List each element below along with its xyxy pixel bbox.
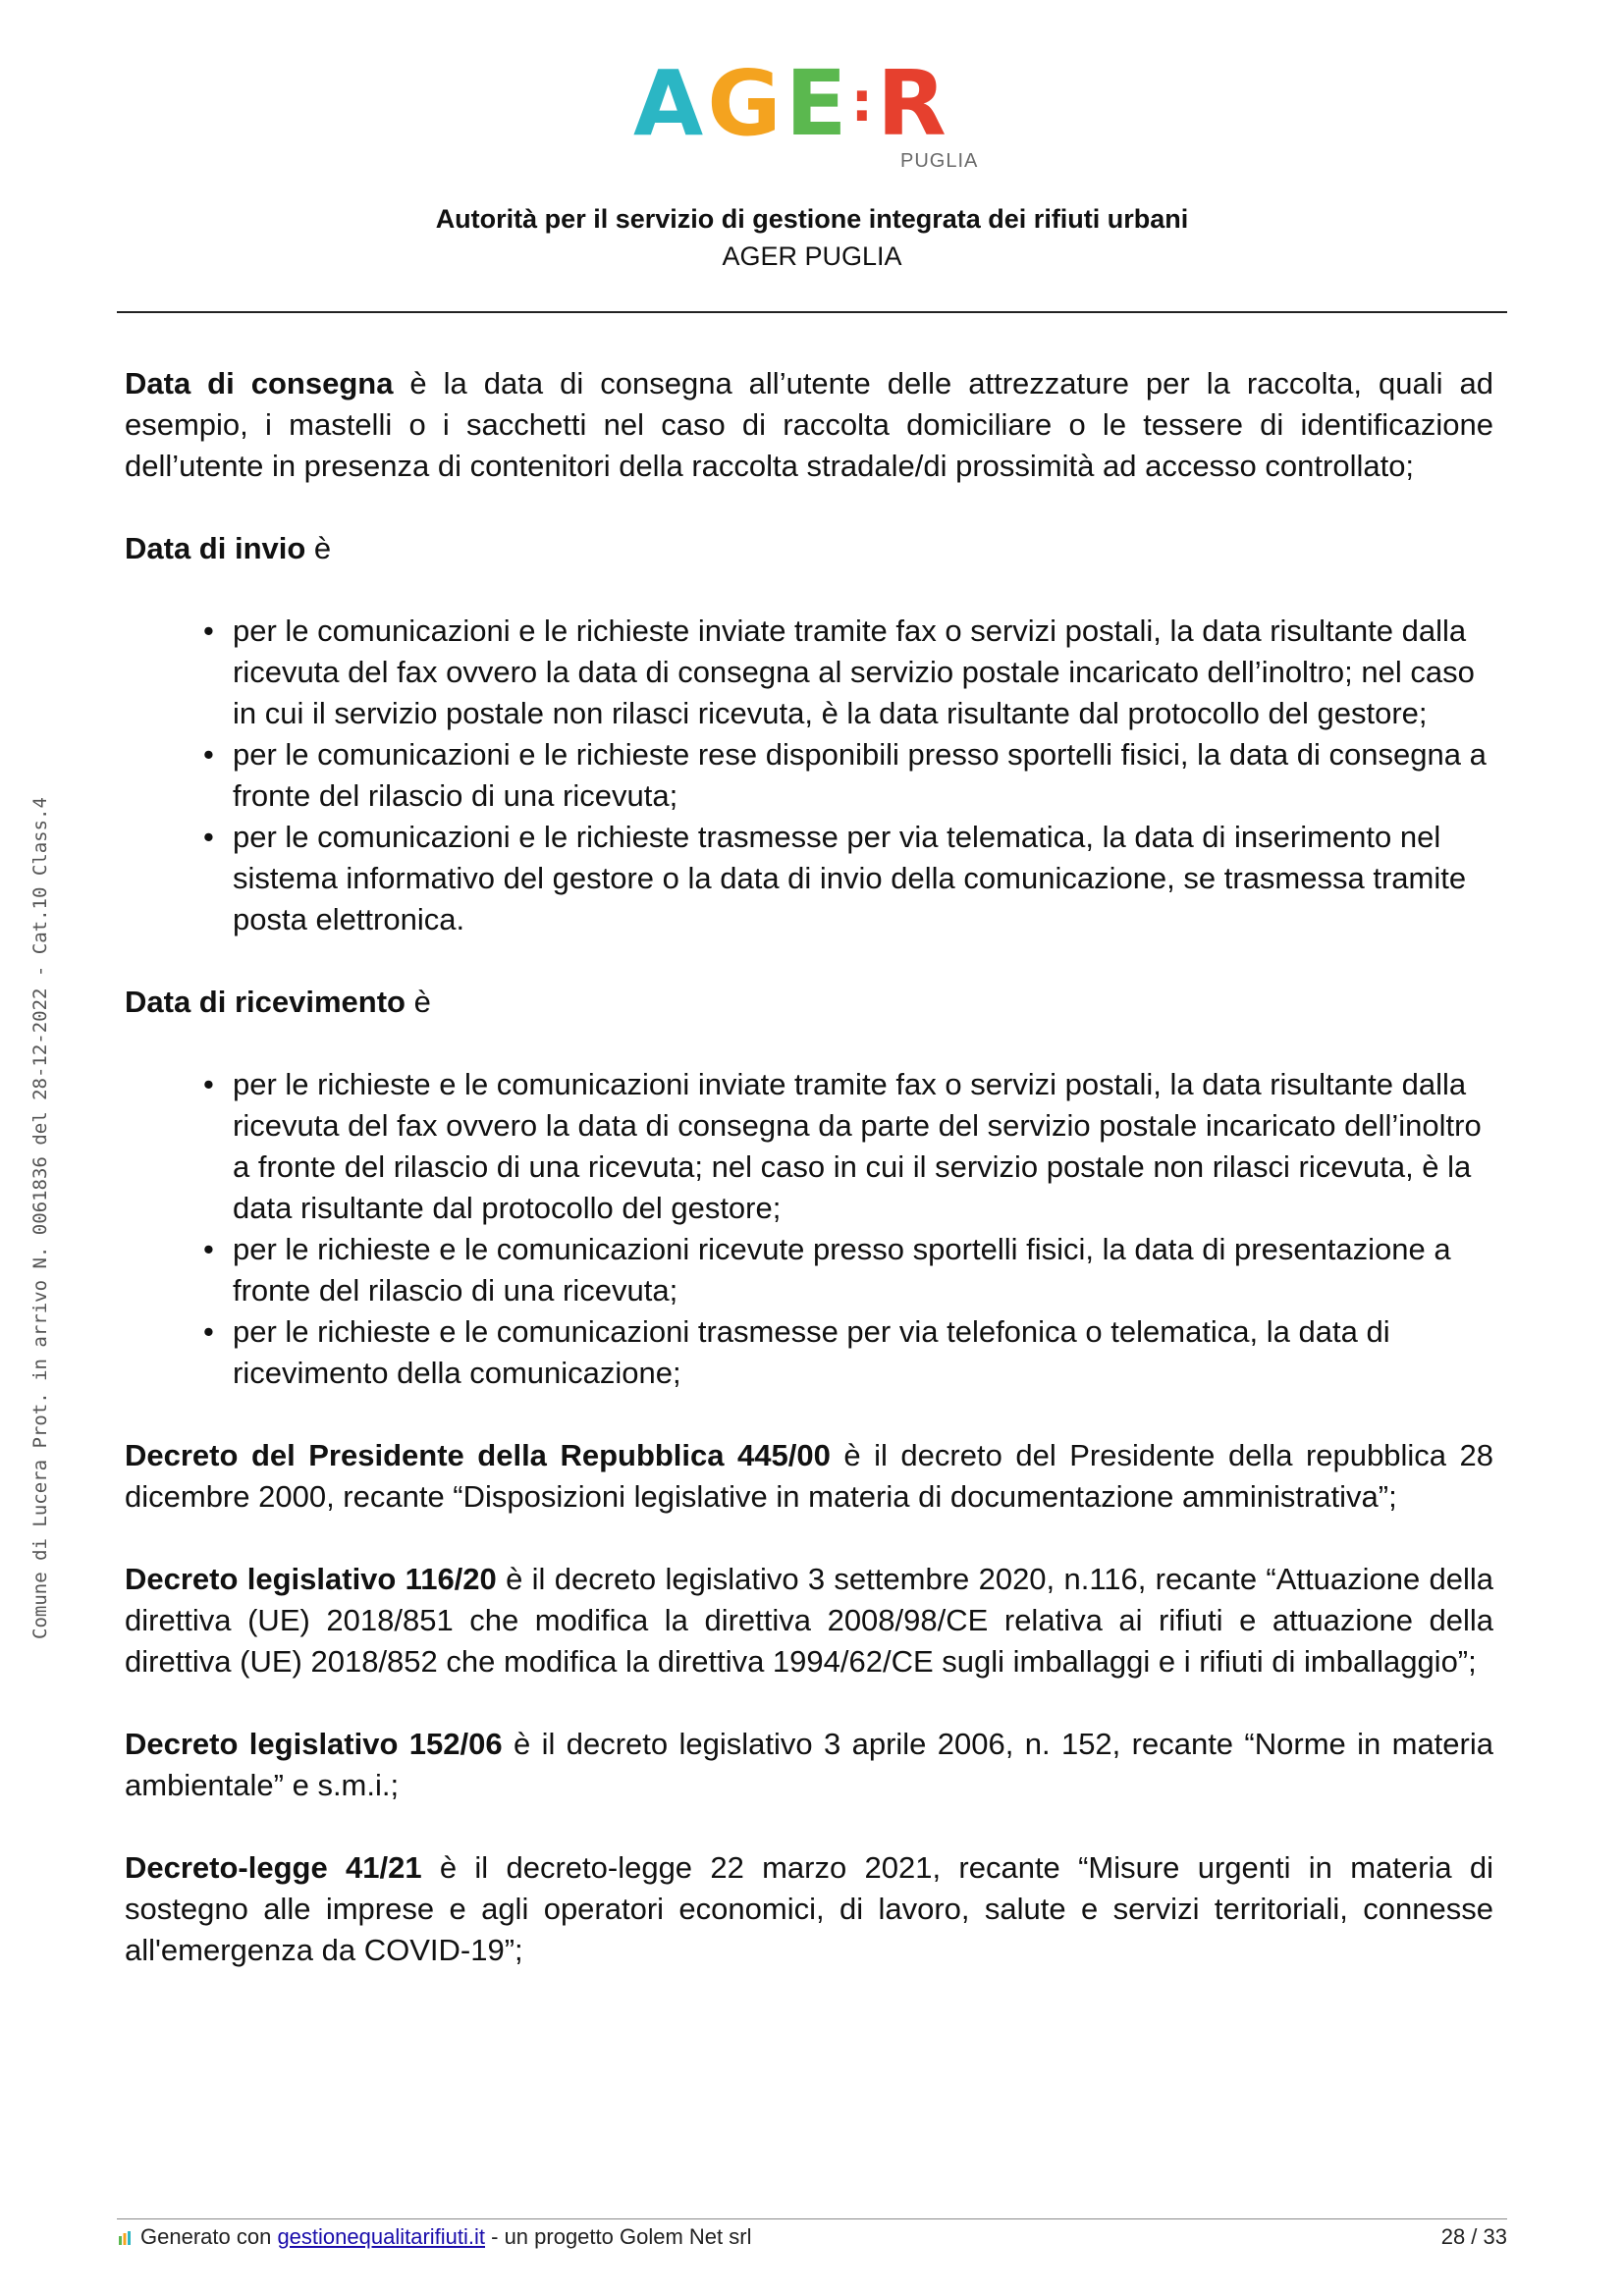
list-item: • per le comunicazioni e le richieste inviate tramite fax o servizi postali, la data risultante dalla ricevuta del fax ovvero la data di consegna al servizio postale incaricato dell’inoltro; nel caso in cui il servizio postale non rilasci ricevuta, è la data risultante dal protocollo del gestore;: [233, 611, 1493, 734]
page-number: 28 / 33: [1440, 2224, 1507, 2249]
ricevimento-bullet-list: [125, 1064, 1493, 1394]
document-body: [125, 363, 1493, 1971]
term: Data di invio: [125, 531, 306, 565]
footer-link[interactable]: gestionequalitarifiuti.it: [277, 2224, 486, 2249]
definition-text: è: [405, 985, 431, 1019]
footer-credit: [117, 2224, 751, 2250]
bullet-icon: •: [203, 614, 214, 648]
term: Decreto legislativo 152/06: [125, 1727, 503, 1761]
definition-dl-41: [125, 1847, 1493, 1971]
list-item: • per le richieste e le comunicazioni inviate tramite fax o servizi postali, la data risultante dalla ricevuta del fax ovvero la data di consegna da parte del servizio postale incaricato dell’inoltro a fronte del rilascio di una ricevuta; nel caso in cui il servizio postale non rilasci ricevuta, è la data risultante dal protocollo del gestore;: [233, 1064, 1493, 1229]
logo-subtitle: PUGLIA: [900, 150, 979, 172]
logo-letter-a: A: [633, 51, 708, 156]
definition-data-consegna: [125, 363, 1493, 487]
definition-data-invio: [125, 528, 1493, 569]
bullet-icon: •: [203, 737, 214, 772]
logo-letter-e: E: [785, 51, 851, 156]
invio-bullet-list: [125, 611, 1493, 940]
definition-text: è il decreto legislativo 3 aprile 2006, n. 152, recante “Norme in materia ambientale” e s.m.i.;: [125, 1727, 1493, 1802]
footer-prefix: Generato con: [140, 2224, 278, 2249]
bullet-icon: •: [203, 1067, 214, 1101]
footer-divider: [117, 2218, 1507, 2219]
definition-text: è la data di consegna all’utente delle attrezzature per la raccolta, quali ad esempio, i mastelli o i sacchetti nel caso di raccolta domiciliare o le tessere di identificazione dell’utente in presenza di contenitori della raccolta stradale/di prossimità ad accesso controllato;: [125, 366, 1493, 483]
definition-text: è: [305, 531, 332, 565]
definition-data-ricevimento: [125, 982, 1493, 1023]
definition-dlgs-152: [125, 1724, 1493, 1806]
page-footer: [117, 2224, 1507, 2254]
header-divider: [117, 311, 1507, 313]
definition-text: è il decreto-legge 22 marzo 2021, recante “Misure urgenti in materia di sostegno alle imprese e agli operatori economici, di lavoro, salute e servizi territoriali, connesse all'emergenza da COVID-19”;: [125, 1850, 1493, 1967]
logo-letter-r: R: [876, 51, 950, 156]
term: Decreto-legge 41/21: [125, 1850, 422, 1885]
definition-dpr-445: [125, 1435, 1493, 1518]
protocol-stamp: Comune di Lucera Prot. in arrivo N. 0061836 del 28-12-2022 - Cat.10 Class.4: [29, 797, 51, 1639]
definition-dlgs-116: [125, 1559, 1493, 1682]
bullet-icon: •: [203, 820, 214, 854]
term: Data di consegna: [125, 366, 394, 400]
definition-text: è il decreto legislativo 3 settembre 2020, n.116, recante “Attuazione della direttiva (UE) 2018/851 che modifica la direttiva 2008/98/CE relativa ai rifiuti e attuazione della direttiva (UE) 2018/852 che modifica la direttiva 1994/62/CE sugli imballaggi e i rifiuti di imballaggio”;: [125, 1562, 1494, 1679]
term: Decreto del Presidente della Repubblica 445/00: [125, 1438, 831, 1472]
list-item: • per le richieste e le comunicazioni ricevute presso sportelli fisici, la data di presentazione a fronte del rilascio di una ricevuta;: [233, 1229, 1493, 1311]
logo-letter-g: G: [707, 51, 785, 156]
bullet-icon: •: [203, 1314, 214, 1349]
term: Decreto legislativo 116/20: [125, 1562, 497, 1596]
list-item: • per le richieste e le comunicazioni trasmesse per via telefonica o telematica, la data di ricevimento della comunicazione;: [233, 1311, 1493, 1394]
footer-suffix: - un progetto Golem Net srl: [485, 2224, 752, 2249]
logo-wordmark: [633, 51, 950, 156]
list-item: • per le comunicazioni e le richieste rese disponibili presso sportelli fisici, la data di consegna a fronte del rilascio di una ricevuta;: [233, 734, 1493, 817]
term: Data di ricevimento: [125, 985, 406, 1019]
header-title: Autorità per il servizio di gestione integrata dei rifiuti urbani: [435, 204, 1189, 234]
logo-dots: :: [850, 71, 877, 134]
list-item: • per le comunicazioni e le richieste trasmesse per via telematica, la data di inserimento nel sistema informativo del gestore o la data di invio della comunicazione, se trasmessa tramite posta elettronica.: [233, 817, 1493, 940]
header-subtitle: AGER PUGLIA: [722, 241, 902, 271]
recycle-icon: [117, 2226, 133, 2242]
definition-text: è il decreto del Presidente della repubblica 28 dicembre 2000, recante “Disposizioni legislative in materia di documentazione amministrativa”;: [125, 1438, 1493, 1514]
bullet-icon: •: [203, 1232, 214, 1266]
ager-logo: [633, 51, 997, 182]
